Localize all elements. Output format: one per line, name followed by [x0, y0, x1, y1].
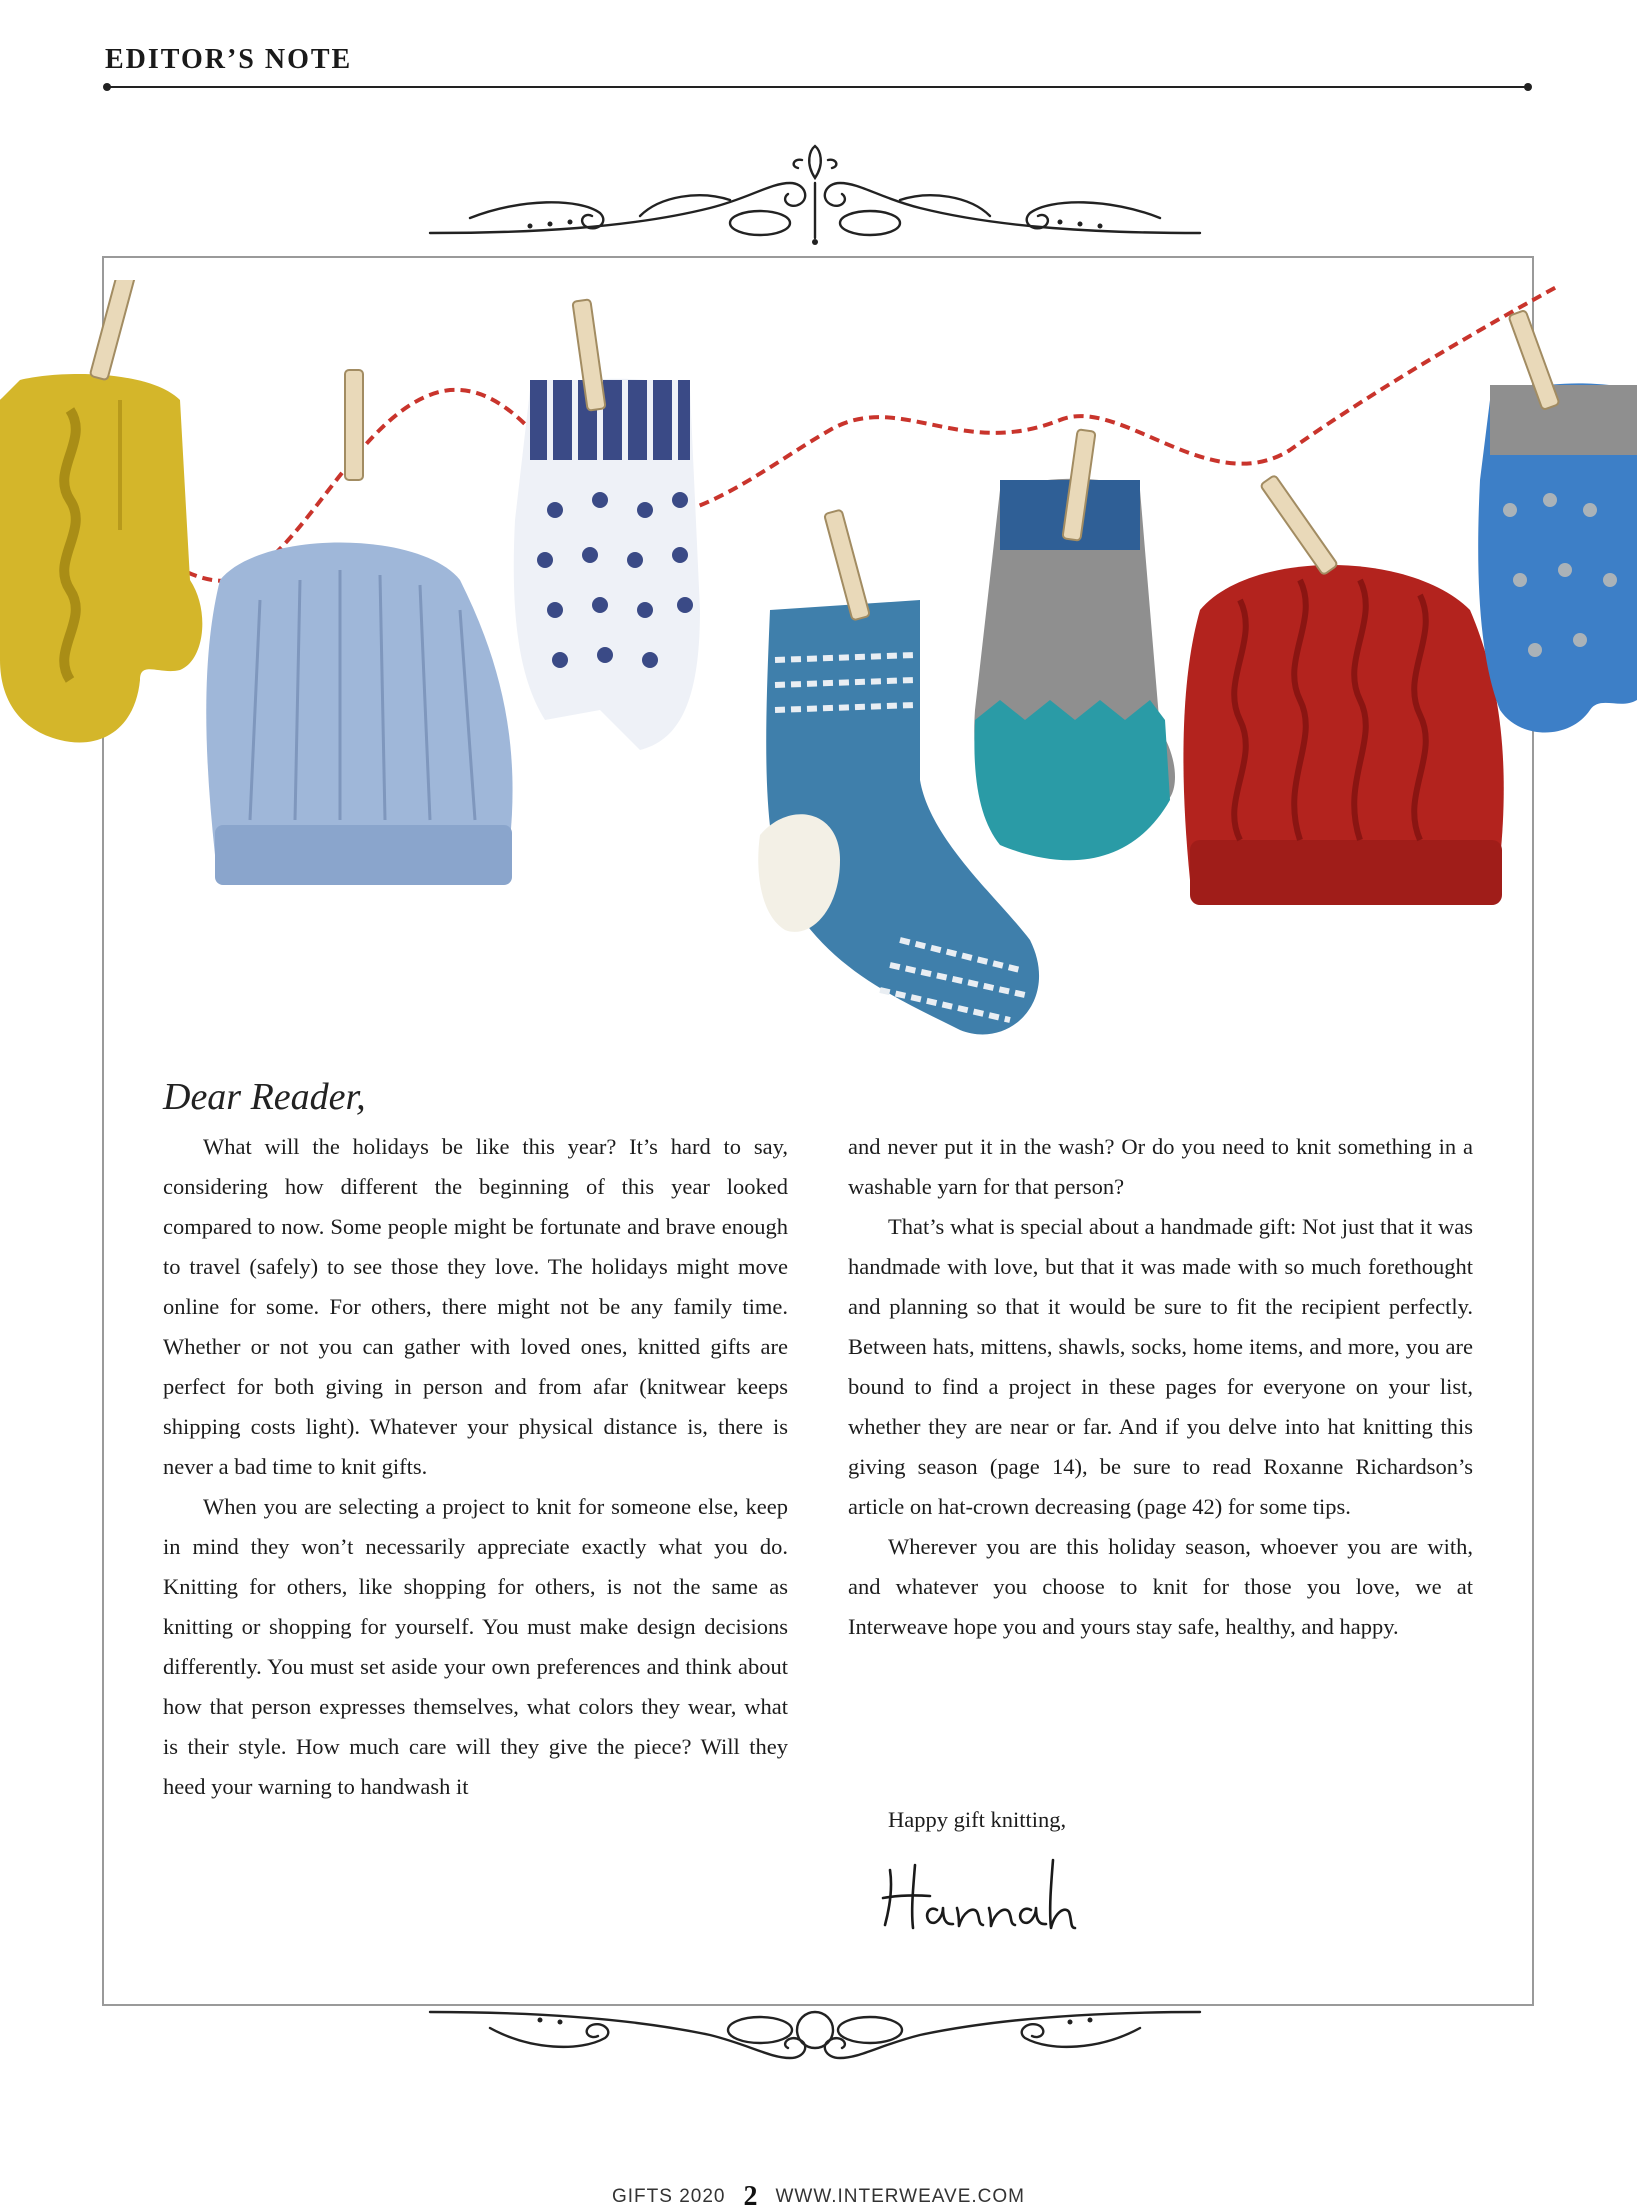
letter-paragraph: Wherever you are this holiday season, whoever you are with, and whatever you choose to knit for those you love, we at Interweave hope you and yours stay safe, healthy, and happy. [848, 1534, 1473, 1639]
letter-right-column [848, 1127, 1473, 1647]
letter-paragraph: When you are selecting a project to knit for someone else, keep in mind they won’t necessarily appreciate exactly what you do. Knitting for others, like shopping for others, is not the same as knitting or shopping for yourself. You must make design decisions differently. You must set aside your own preferences and think about how that person expresses themselves, what colors they wear, what is their style. How much care will they give the piece? Will they heed your warning to handwash it [163, 1494, 788, 1799]
blue-lace-hat [206, 543, 512, 886]
blue-gray-mitten [1478, 383, 1637, 732]
footer-magazine-name: GIFTS 2020 [611, 2186, 726, 2207]
yellow-cabled-mitten [0, 374, 202, 742]
section-label: EDITOR’S NOTE [105, 44, 353, 75]
bottom-flourish-ornament [410, 1990, 1220, 2080]
clothespin [90, 280, 138, 380]
red-cabled-hat [1183, 565, 1503, 905]
navy-colorwork-mitten [514, 379, 700, 750]
letter-paragraph: That’s what is special about a handmade gift: Not just that it was handmade with love, but that it was made with so much forethought and planning so that it would be sure to fit the recipient perfectly. Between hats, mittens, shawls, socks, home items, and more, you are bound to find a project in these pages for everyone on your list, whether they are near or far. And if you delve into hat knitting this giving season (page 14), be sure to read Roxanne Richardson’s article on hat-crown decreasing (page 42) for some tips. [848, 1214, 1473, 1519]
footer-page-number: 2 [743, 2181, 758, 2212]
letter-left-column [163, 1127, 788, 1807]
letter-closing: Happy gift knitting, [888, 1807, 1067, 1832]
footer-website: WWW.INTERWEAVE.COM [775, 2186, 1025, 2207]
top-flourish-ornament [410, 138, 1220, 248]
clothespin [824, 510, 870, 621]
letter-greeting: Dear Reader, [163, 1076, 366, 1118]
page-footer [0, 2178, 1637, 2210]
letter-paragraph: What will the holidays be like this year? It’s hard to say, considering how different the beginning of this year looked compared to now. Some people might be fortunate and brave enough to travel (safely) to see those they love. The holidays might move online for some. For others, there might not be any family time. Whether or not you can gather with loved ones, knitted gifts are perfect for both giving in person and from afar (knitwear keeps shipping costs light). Whatever your physical distance is, there is never a bad time to knit gifts. [163, 1134, 788, 1479]
clothespin [345, 370, 363, 480]
knitwear-garland-photo [0, 280, 1637, 1100]
clothespin [1260, 475, 1338, 575]
handwritten-signature [875, 1850, 1145, 1940]
letter-paragraph: and never put it in the wash? Or do you need to knit something in a washable yarn for that person? [848, 1134, 1473, 1199]
header-rule [105, 86, 1530, 88]
